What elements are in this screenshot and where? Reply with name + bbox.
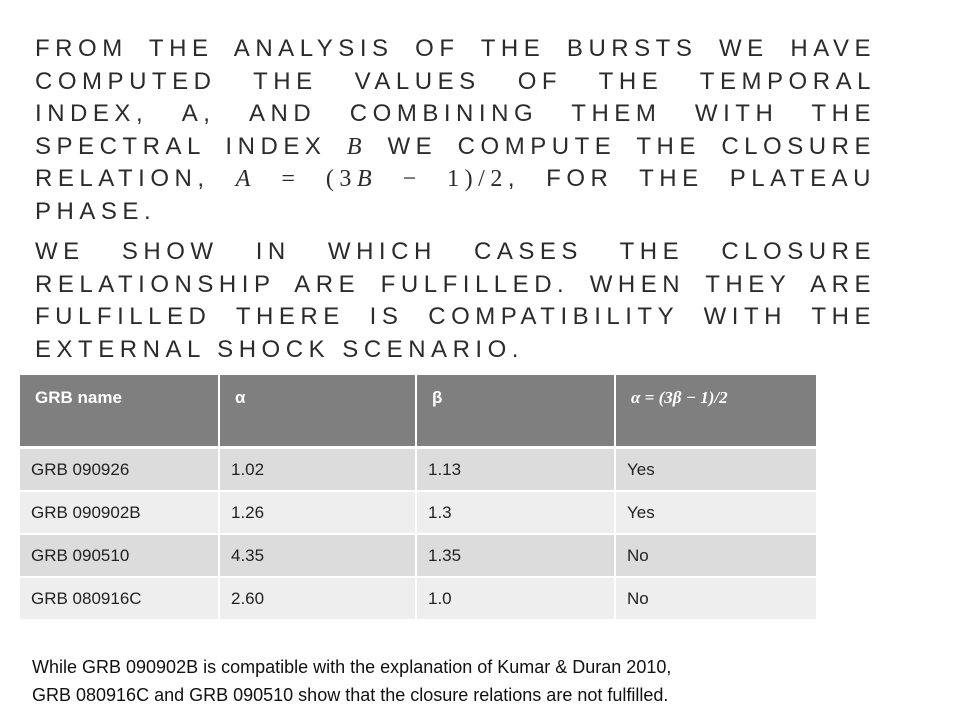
footnote-line-2: GRB 080916C and GRB 090510 show that the closure relations are not fulfilled. <box>32 685 669 705</box>
header-beta: β <box>417 375 616 449</box>
table-row <box>20 578 816 621</box>
table-row <box>20 535 816 578</box>
cell-alpha: 1.26 <box>220 492 417 535</box>
cell-fulfilled: No <box>616 535 816 578</box>
cell-alpha: 4.35 <box>220 535 417 578</box>
cell-grb-name: GRB 080916C <box>20 578 220 621</box>
table-row <box>20 492 816 535</box>
intro-text: FROM THE ANALYSIS OF THE BURSTS WE HAVE COMPUTED THE VALUES OF THE TEMPORAL INDEX, Α, AND COMBINING THEM WITH THE SPECTRAL INDEX <box>35 35 876 160</box>
closure-relation-formula: Α = (3Β − 1)/2 <box>235 166 508 192</box>
cell-grb-name: GRB 090926 <box>20 449 220 492</box>
cell-alpha: 2.60 <box>220 578 417 621</box>
table-row <box>20 449 816 492</box>
result-paragraph: WE SHOW IN WHICH CASES THE CLOSURE RELATIONSHIP ARE FULFILLED. WHEN THEY ARE FULFILLED THERE IS COMPATIBILITY WITH THE EXTERNAL SHOCK SCENARIO. <box>35 238 876 363</box>
cell-grb-name: GRB 090510 <box>20 535 220 578</box>
intro-paragraph <box>35 33 876 228</box>
intro-text-mid: WE COMPUTE THE CLOSURE RELATION, <box>35 132 877 192</box>
cell-grb-name: GRB 090902B <box>20 492 220 535</box>
footnote-line-1: While GRB 090902B is compatible with the explanation of Kumar & Duran 2010, <box>32 657 672 677</box>
cell-fulfilled: No <box>616 578 816 621</box>
header-alpha: α <box>220 375 417 449</box>
cell-fulfilled: Yes <box>616 492 816 535</box>
header-grb-name: GRB name <box>20 375 220 449</box>
cell-beta: 1.13 <box>417 449 616 492</box>
cell-alpha: 1.02 <box>220 449 417 492</box>
cell-fulfilled: Yes <box>616 449 816 492</box>
header-closure-relation: α = (3β − 1)/2 <box>616 375 816 449</box>
table-header-row <box>20 375 816 449</box>
cell-beta: 1.35 <box>417 535 616 578</box>
grb-closure-table <box>20 375 816 621</box>
cell-beta: 1.0 <box>417 578 616 621</box>
beta-symbol: Β <box>346 133 368 160</box>
intro-text-end: , FOR THE PLATEAU PHASE. <box>35 165 876 225</box>
cell-beta: 1.3 <box>417 492 616 535</box>
